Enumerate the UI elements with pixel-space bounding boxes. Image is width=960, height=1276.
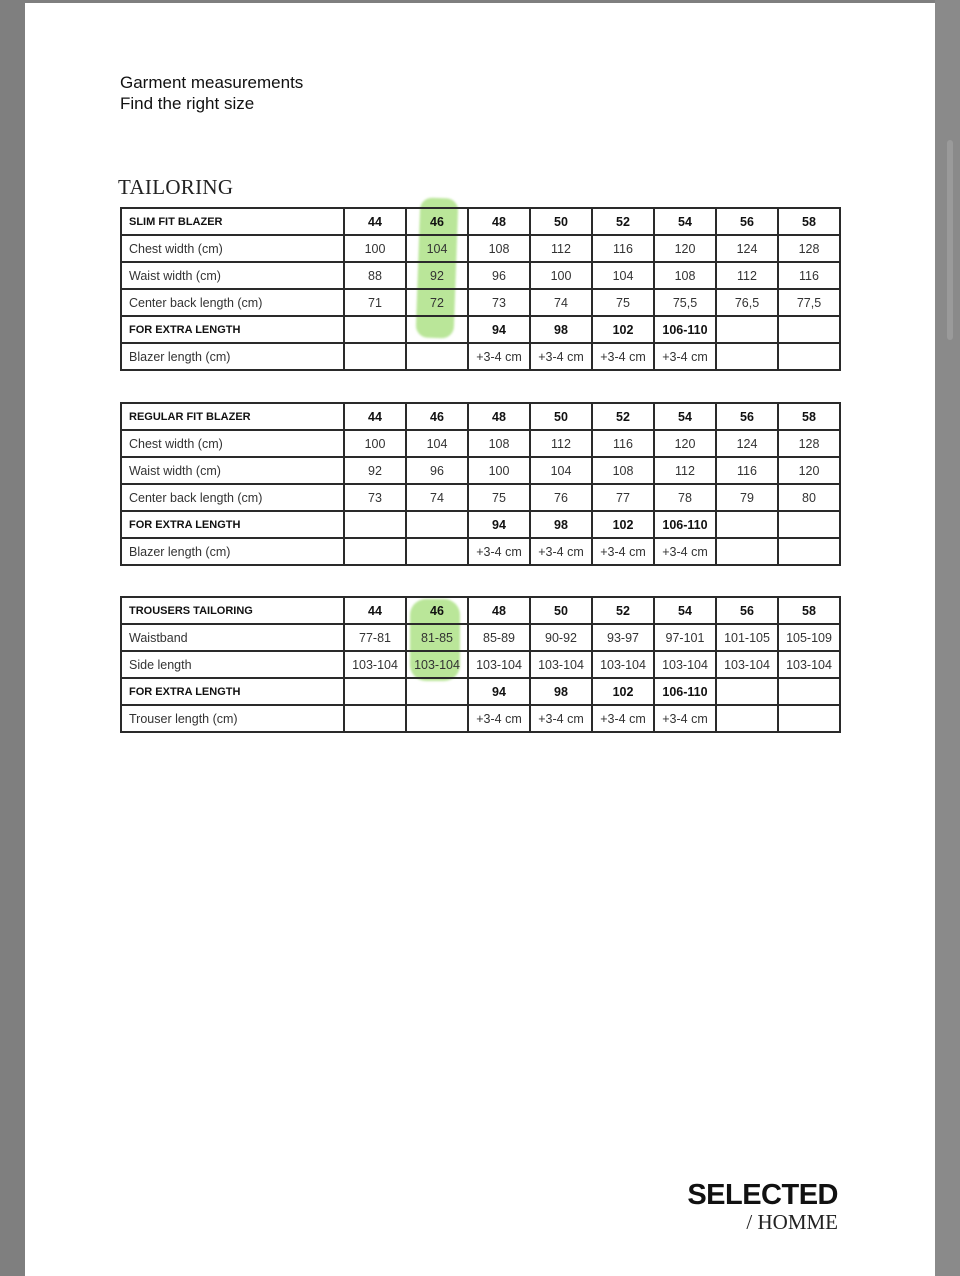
table-cell: 73 xyxy=(344,484,406,511)
row-label: Trouser length (cm) xyxy=(121,705,344,732)
table-cell xyxy=(406,538,468,565)
heading-title: Garment measurements xyxy=(120,73,304,92)
table-cell: 100 xyxy=(344,235,406,262)
table-row xyxy=(121,651,840,678)
table-cell: 52 xyxy=(592,403,654,430)
table-cell: +3-4 cm xyxy=(468,343,530,370)
table-cell xyxy=(716,538,778,565)
table-cell: 120 xyxy=(654,235,716,262)
table-cell xyxy=(716,343,778,370)
table-cell: +3-4 cm xyxy=(592,538,654,565)
table-cell: 58 xyxy=(778,403,840,430)
table-cell: 50 xyxy=(530,403,592,430)
table-cell: 96 xyxy=(468,262,530,289)
row-label: Waist width (cm) xyxy=(121,262,344,289)
table-cell: 112 xyxy=(530,235,592,262)
table-row xyxy=(121,235,840,262)
table-cell: 75 xyxy=(468,484,530,511)
row-label: Blazer length (cm) xyxy=(121,343,344,370)
table-cell: +3-4 cm xyxy=(530,538,592,565)
table-cell: 120 xyxy=(778,457,840,484)
table-cell: 108 xyxy=(468,235,530,262)
table-cell: 92 xyxy=(344,457,406,484)
table-cell xyxy=(716,678,778,705)
table-row xyxy=(121,343,840,370)
table-cell: 56 xyxy=(716,403,778,430)
table-cell: 52 xyxy=(592,208,654,235)
table-cell xyxy=(344,705,406,732)
table-cell: 58 xyxy=(778,597,840,624)
table-cell: 44 xyxy=(344,403,406,430)
table-cell: 102 xyxy=(592,678,654,705)
table-cell: 105-109 xyxy=(778,624,840,651)
table-cell: 56 xyxy=(716,208,778,235)
table-cell: 100 xyxy=(468,457,530,484)
table-header-row xyxy=(121,597,840,624)
table-cell xyxy=(778,538,840,565)
trousers-tailoring-table xyxy=(120,596,841,733)
brand-logo xyxy=(687,1179,838,1233)
table-cell: 54 xyxy=(654,403,716,430)
table-header-row xyxy=(121,208,840,235)
table-cell xyxy=(716,511,778,538)
table-cell: +3-4 cm xyxy=(654,343,716,370)
table-cell: +3-4 cm xyxy=(530,343,592,370)
table-cell: 106-110 xyxy=(654,316,716,343)
table-cell: 104 xyxy=(592,262,654,289)
table-cell: 76,5 xyxy=(716,289,778,316)
table-cell: 58 xyxy=(778,208,840,235)
row-label: REGULAR FIT BLAZER xyxy=(121,403,344,430)
table-cell: 112 xyxy=(716,262,778,289)
row-label: Center back length (cm) xyxy=(121,484,344,511)
row-label: Waistband xyxy=(121,624,344,651)
table-cell: 102 xyxy=(592,511,654,538)
table-cell: 103-104 xyxy=(344,651,406,678)
row-label: TROUSERS TAILORING xyxy=(121,597,344,624)
table-cell: 116 xyxy=(716,457,778,484)
table-cell: +3-4 cm xyxy=(654,705,716,732)
table-cell xyxy=(344,678,406,705)
page-heading xyxy=(120,72,303,114)
table-row xyxy=(121,457,840,484)
table-row xyxy=(121,624,840,651)
table-cell: 74 xyxy=(530,289,592,316)
table-cell xyxy=(406,705,468,732)
table-cell: 112 xyxy=(654,457,716,484)
table-cell: 101-105 xyxy=(716,624,778,651)
table-cell: 103-104 xyxy=(592,651,654,678)
table-cell: 73 xyxy=(468,289,530,316)
table-cell: 76 xyxy=(530,484,592,511)
table-cell: 94 xyxy=(468,316,530,343)
table-cell: 79 xyxy=(716,484,778,511)
table-cell: 94 xyxy=(468,511,530,538)
table-cell: 44 xyxy=(344,208,406,235)
table-cell: 104 xyxy=(406,430,468,457)
table-cell xyxy=(344,316,406,343)
table-cell: 128 xyxy=(778,235,840,262)
table-cell: 108 xyxy=(592,457,654,484)
table-cell: +3-4 cm xyxy=(592,705,654,732)
scrollbar-thumb[interactable] xyxy=(947,140,953,340)
table-cell: 75,5 xyxy=(654,289,716,316)
table-cell: 46 xyxy=(406,597,468,624)
table-cell: 74 xyxy=(406,484,468,511)
table-cell: 72 xyxy=(406,289,468,316)
table-cell: 97-101 xyxy=(654,624,716,651)
table-cell: 50 xyxy=(530,597,592,624)
table-cell: 48 xyxy=(468,597,530,624)
table-cell: 116 xyxy=(592,430,654,457)
regular-fit-blazer-table xyxy=(120,402,841,566)
table-cell: 92 xyxy=(406,262,468,289)
document-page xyxy=(25,3,935,1276)
table-cell: 104 xyxy=(406,235,468,262)
table-cell xyxy=(778,316,840,343)
table-cell: 48 xyxy=(468,403,530,430)
table-cell: 103-104 xyxy=(468,651,530,678)
table-cell: 100 xyxy=(344,430,406,457)
table-row xyxy=(121,705,840,732)
table-cell: 93-97 xyxy=(592,624,654,651)
table-cell: 46 xyxy=(406,208,468,235)
row-label: Waist width (cm) xyxy=(121,457,344,484)
table-cell: 96 xyxy=(406,457,468,484)
table-cell: 103-104 xyxy=(406,651,468,678)
table-cell: 56 xyxy=(716,597,778,624)
row-label: Center back length (cm) xyxy=(121,289,344,316)
table-cell: 77 xyxy=(592,484,654,511)
table-cell xyxy=(406,343,468,370)
table-cell: 103-104 xyxy=(654,651,716,678)
slim-fit-blazer-table xyxy=(120,207,841,371)
brand-logo-line1: SELECTED xyxy=(687,1179,838,1211)
table-cell: 98 xyxy=(530,678,592,705)
table-cell: +3-4 cm xyxy=(468,705,530,732)
table-cell: 102 xyxy=(592,316,654,343)
scrollbar[interactable] xyxy=(935,0,960,1276)
table-cell xyxy=(344,343,406,370)
table-cell: 75 xyxy=(592,289,654,316)
row-label: Chest width (cm) xyxy=(121,430,344,457)
table-cell xyxy=(406,316,468,343)
table-cell: +3-4 cm xyxy=(592,343,654,370)
table-cell: 103-104 xyxy=(716,651,778,678)
table-row xyxy=(121,538,840,565)
table-cell xyxy=(778,343,840,370)
table-cell: 112 xyxy=(530,430,592,457)
table-cell: 85-89 xyxy=(468,624,530,651)
row-label: FOR EXTRA LENGTH xyxy=(121,316,344,343)
table-cell xyxy=(406,678,468,705)
table-cell: 103-104 xyxy=(778,651,840,678)
table-cell: 124 xyxy=(716,235,778,262)
table-cell: 128 xyxy=(778,430,840,457)
brand-logo-line2: / HOMME xyxy=(746,1210,838,1234)
table-cell: 100 xyxy=(530,262,592,289)
table-cell: 104 xyxy=(530,457,592,484)
row-label: Chest width (cm) xyxy=(121,235,344,262)
table-cell xyxy=(716,316,778,343)
table-row xyxy=(121,511,840,538)
table-cell xyxy=(778,678,840,705)
table-cell xyxy=(344,538,406,565)
table-row xyxy=(121,430,840,457)
table-cell xyxy=(778,705,840,732)
heading-subtitle: Find the right size xyxy=(120,94,255,113)
table-cell: 120 xyxy=(654,430,716,457)
table-cell: 106-110 xyxy=(654,678,716,705)
table-cell: +3-4 cm xyxy=(530,705,592,732)
table-cell xyxy=(716,705,778,732)
table-cell: 80 xyxy=(778,484,840,511)
section-title: TAILORING xyxy=(118,175,234,199)
table-cell: +3-4 cm xyxy=(468,538,530,565)
row-label: FOR EXTRA LENGTH xyxy=(121,511,344,538)
table-cell: 106-110 xyxy=(654,511,716,538)
table-cell: 78 xyxy=(654,484,716,511)
table-cell: 77,5 xyxy=(778,289,840,316)
table-cell: 54 xyxy=(654,208,716,235)
table-cell: 46 xyxy=(406,403,468,430)
table-cell: 90-92 xyxy=(530,624,592,651)
table-cell: 116 xyxy=(592,235,654,262)
table-cell: 81-85 xyxy=(406,624,468,651)
table-cell: 98 xyxy=(530,511,592,538)
row-label: Blazer length (cm) xyxy=(121,538,344,565)
table-cell: 48 xyxy=(468,208,530,235)
table-cell: 103-104 xyxy=(530,651,592,678)
table-cell: +3-4 cm xyxy=(654,538,716,565)
table-cell: 88 xyxy=(344,262,406,289)
table-cell: 71 xyxy=(344,289,406,316)
table-row xyxy=(121,316,840,343)
table-cell xyxy=(344,511,406,538)
table-cell: 54 xyxy=(654,597,716,624)
table-cell: 116 xyxy=(778,262,840,289)
table-cell xyxy=(406,511,468,538)
table-cell: 94 xyxy=(468,678,530,705)
table-cell: 108 xyxy=(468,430,530,457)
row-label: Side length xyxy=(121,651,344,678)
table-cell xyxy=(778,511,840,538)
table-cell: 124 xyxy=(716,430,778,457)
table-cell: 44 xyxy=(344,597,406,624)
table-cell: 50 xyxy=(530,208,592,235)
table-cell: 52 xyxy=(592,597,654,624)
table-row xyxy=(121,262,840,289)
table-row xyxy=(121,289,840,316)
table-header-row xyxy=(121,403,840,430)
table-row xyxy=(121,484,840,511)
table-cell: 98 xyxy=(530,316,592,343)
table-cell: 108 xyxy=(654,262,716,289)
row-label: SLIM FIT BLAZER xyxy=(121,208,344,235)
table-cell: 77-81 xyxy=(344,624,406,651)
table-row xyxy=(121,678,840,705)
row-label: FOR EXTRA LENGTH xyxy=(121,678,344,705)
